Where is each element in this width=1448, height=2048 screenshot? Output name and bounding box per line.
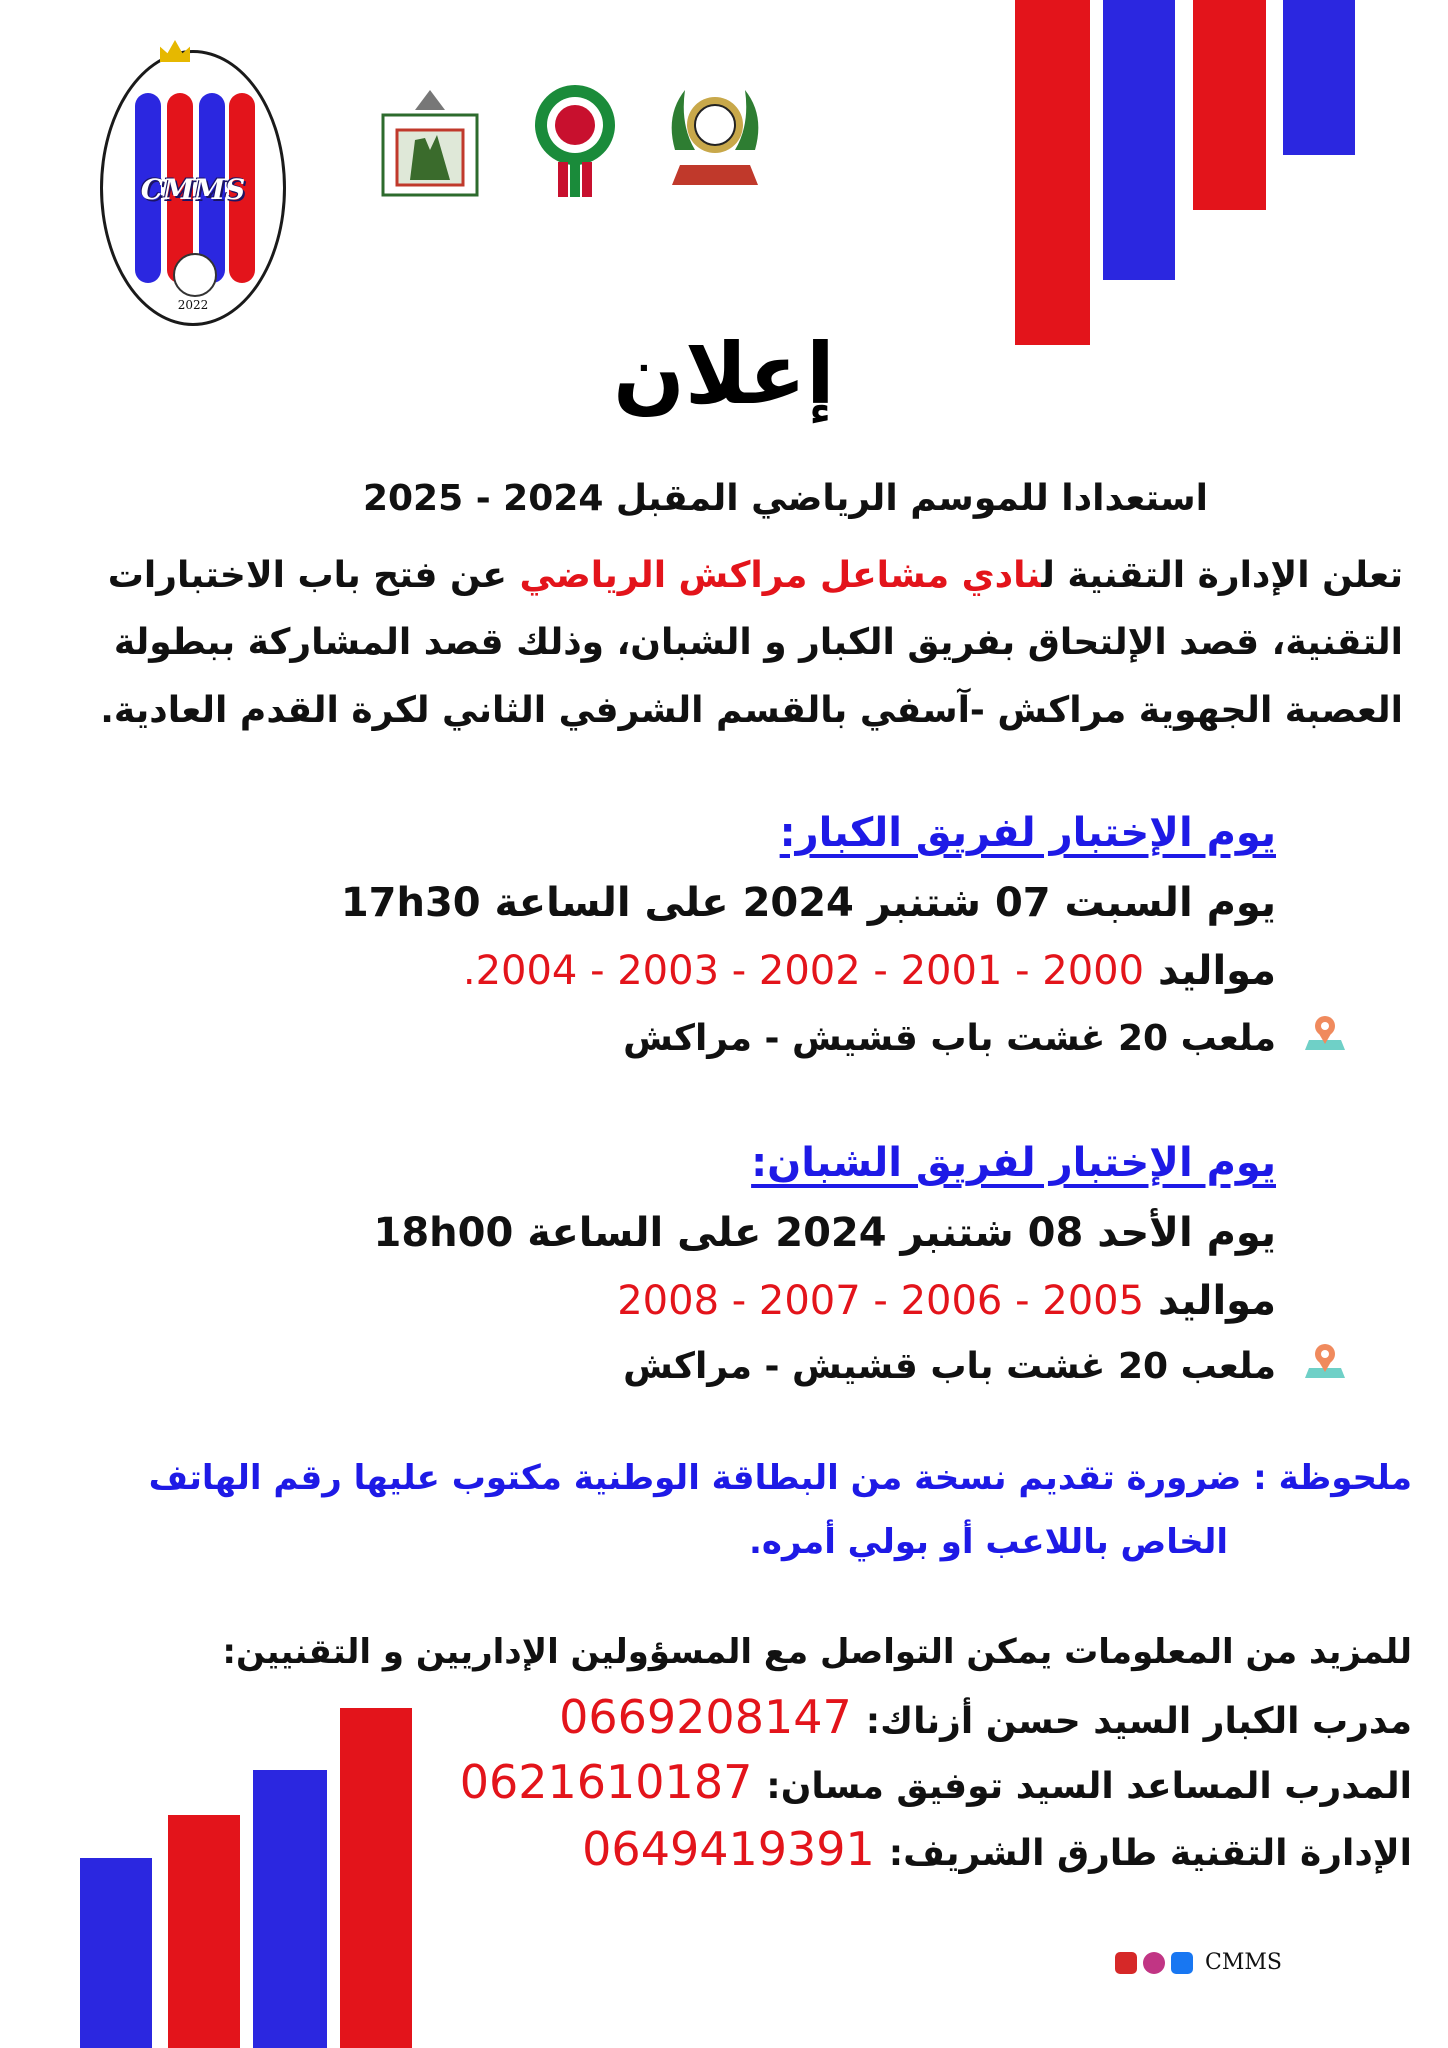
location-pin-icon (1305, 1340, 1345, 1380)
decor-bar (1193, 0, 1266, 210)
football-icon (173, 253, 217, 297)
youtube-icon[interactable] (1115, 1952, 1137, 1974)
decor-bar (253, 1770, 327, 2048)
note-line-1: ملحوظة : ضرورة تقديم نسخة من البطاقة الوطنية مكتوب عليها رقم الهاتف (148, 1458, 1412, 1498)
decor-bar (1103, 0, 1175, 280)
decor-bar (168, 1815, 240, 2048)
facebook-icon[interactable] (1171, 1952, 1193, 1974)
seniors-born (463, 948, 1276, 994)
seniors-born-label: مواليد (1157, 948, 1276, 994)
logo-acronym: CMMS (140, 173, 246, 206)
youth-date: يوم الأحد 08 شتنبر 2024 على الساعة 18h00 (373, 1210, 1276, 1256)
decor-bar (340, 1708, 412, 2048)
frmf-emblem-icon (520, 80, 630, 200)
season-line: استعدادا للموسم الرياضي المقبل 2024 - 2025 (362, 478, 1208, 519)
contact-label: الإدارة التقنية طارق الشريف: (888, 1833, 1412, 1874)
decor-bar (1015, 0, 1090, 345)
contact-phone[interactable]: 0621610187 (459, 1755, 753, 1809)
city-emblem-icon (375, 80, 485, 200)
crown-icon (160, 40, 190, 62)
intro-line-1-pre: تعلن الإدارة التقنية ل (1041, 555, 1403, 596)
contact-row (559, 1690, 1412, 1744)
intro-line-1 (108, 555, 1403, 596)
contacts-intro: للمزيد من المعلومات يمكن التواصل مع المسؤولين الإداريين و التقنيين: (222, 1632, 1412, 1672)
page-title: إعلان (613, 325, 835, 423)
social-footer (1115, 1950, 1282, 1975)
league-emblem-icon (660, 80, 770, 200)
location-pin-icon (1305, 1012, 1345, 1052)
seniors-born-years: 2000 - 2001 - 2002 - 2003 - 2004. (462, 948, 1145, 994)
contact-row (582, 1822, 1412, 1876)
youth-heading: يوم الإختبار لفريق الشبان: (751, 1140, 1276, 1186)
seniors-heading: يوم الإختبار لفريق الكبار: (779, 810, 1276, 856)
club-name: نادي مشاعل مراكش الرياضي (519, 555, 1042, 596)
contact-phone[interactable]: 0649419391 (582, 1822, 875, 1876)
decor-bar (1283, 0, 1355, 155)
seniors-date: يوم السبت 07 شتنبر 2024 على الساعة 17h30 (340, 880, 1276, 926)
intro-line-3: العصبة الجهوية مراكش -آسفي بالقسم الشرفي الثاني لكرة القدم العادية. (100, 690, 1403, 731)
contact-row (460, 1755, 1412, 1809)
contact-phone[interactable]: 0669208147 (559, 1690, 852, 1744)
youth-venue: ملعب 20 غشت باب قشيش - مراكش (623, 1346, 1276, 1387)
youth-born-label: مواليد (1157, 1278, 1276, 1324)
note-line-2: الخاص باللاعب أو بولي أمره. (749, 1522, 1228, 1562)
youth-born-years: 2005 - 2006 - 2007 - 2008 (617, 1278, 1145, 1324)
instagram-icon[interactable] (1143, 1952, 1165, 1974)
seniors-venue: ملعب 20 غشت باب قشيش - مراكش (623, 1018, 1276, 1059)
contact-label: المدرب المساعد السيد توفيق مسان: (766, 1766, 1412, 1807)
intro-line-2: التقنية، قصد الإلتحاق بفريق الكبار و الشبان، وذلك قصد المشاركة ببطولة (113, 622, 1403, 663)
youth-born (617, 1278, 1276, 1324)
logo-year: 2022 (177, 298, 209, 312)
decor-bar (80, 1858, 152, 2048)
club-logo (100, 50, 286, 326)
intro-line-1-post: عن فتح باب الاختبارات (107, 555, 520, 596)
contact-label: مدرب الكبار السيد حسن أزناك: (865, 1701, 1412, 1742)
social-handle: CMMS (1205, 1950, 1282, 1975)
